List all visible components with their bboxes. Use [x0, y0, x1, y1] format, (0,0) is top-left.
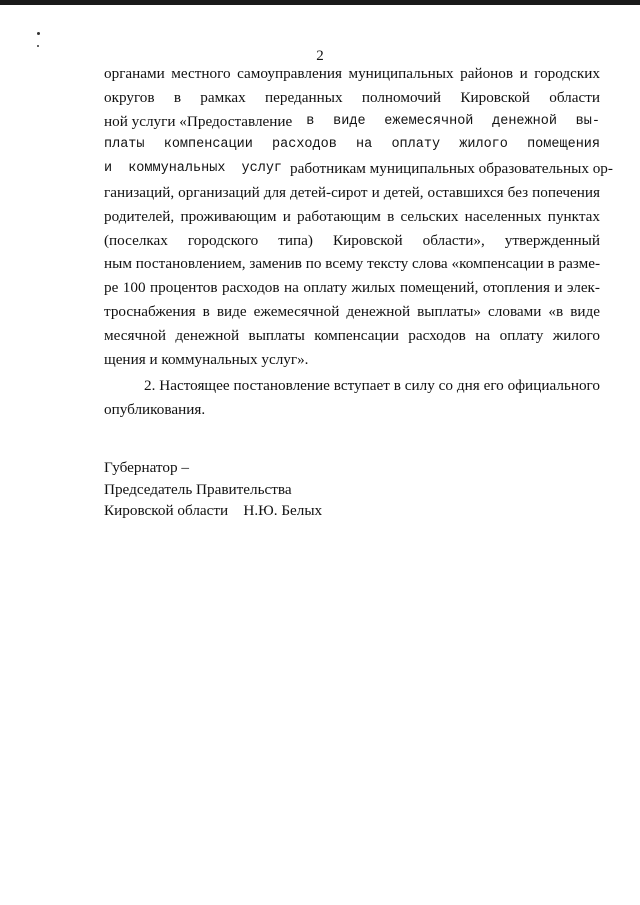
- text-line: родителей, проживающим и работающим в сельских населенных пунктах: [104, 207, 600, 225]
- text-line: троснабжения в виде ежемесячной денежной выплаты» словами «в виде: [104, 302, 600, 320]
- text-fragment: и коммунальных услуг: [104, 161, 283, 177]
- text-line: ре 100 процентов расходов на оплату жилых помещений, отопления и элек-: [104, 279, 600, 297]
- text-line: щения и коммунальных услуг».: [104, 350, 309, 368]
- text-fragment: в виде ежемесячной денежной вы-: [306, 113, 600, 129]
- scan-top-border: [0, 0, 640, 5]
- text-fragment: ной услуги «Предоставление: [104, 112, 293, 130]
- text-line: округов в рамках переданных полномочий Кировской области: [104, 88, 600, 106]
- text-line: (поселках городского типа) Кировской области», утвержденный: [104, 231, 600, 249]
- text-line: 2. Настоящее постановление вступает в силу со дня его официального: [144, 377, 600, 394]
- paragraph-1: [104, 62, 613, 371]
- signature-name: Кировской области Н.Ю. Белых: [104, 502, 323, 519]
- signature-position: Председатель Правительства: [104, 480, 292, 498]
- text-line: ным постановлением, заменив по всему тексту слова «компенсации в разме-: [104, 255, 600, 273]
- text-line: опубликования.: [104, 400, 206, 418]
- page-number: 2: [316, 48, 324, 64]
- text-line-mixed: [104, 110, 600, 134]
- scan-speck: [37, 32, 40, 35]
- signature-block: [104, 457, 464, 522]
- text-line: органами местного самоуправления муниципальных районов и городских: [104, 65, 600, 82]
- text-line: месячной денежной выплаты компенсации расходов на оплату жилого: [104, 326, 600, 344]
- scan-speck: [37, 45, 39, 47]
- signature-title: Губернатор –: [104, 459, 189, 476]
- text-line-mixed: [104, 157, 613, 181]
- paragraph-2: [104, 374, 600, 422]
- text-fragment: работникам муниципальных образовательных ор-: [290, 160, 613, 178]
- text-line: платы компенсации расходов на оплату жилого помещения: [104, 137, 600, 153]
- text-line: ганизаций, организаций для детей-сирот и детей, оставшихся без попечения: [104, 183, 600, 201]
